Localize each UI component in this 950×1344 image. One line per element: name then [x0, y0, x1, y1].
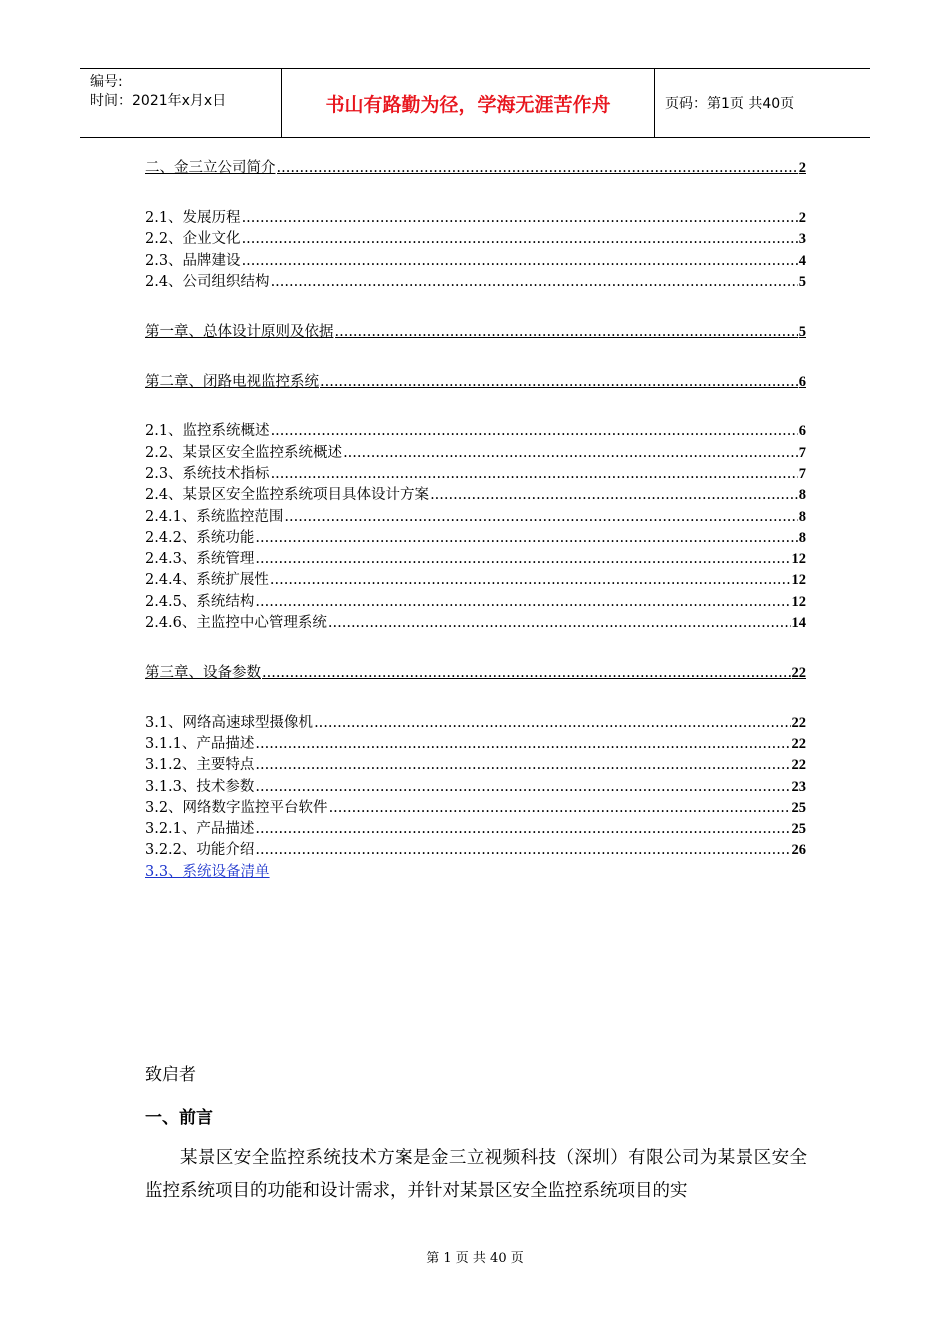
toc-leader-dots	[271, 464, 798, 485]
toc-entry-page: 22	[791, 714, 806, 731]
toc-leader-dots	[329, 798, 791, 819]
toc-entry[interactable]	[145, 158, 806, 179]
toc-entry-page: 22	[791, 664, 806, 681]
toc-entry-title: 2.4.2、系统功能	[145, 529, 255, 546]
toc-leader-dots	[343, 443, 798, 464]
toc-entry-page: 2	[798, 210, 806, 227]
toc-entry-title: 2.3、系统技术指标	[145, 465, 270, 482]
toc-leader-dots	[255, 777, 790, 798]
toc-entry[interactable]	[145, 734, 806, 755]
toc-entry[interactable]	[145, 712, 806, 733]
toc-entry[interactable]	[145, 250, 806, 271]
toc-entry-page: 14	[791, 615, 806, 632]
toc-entry[interactable]	[145, 570, 806, 591]
toc-entry-page: 12	[791, 593, 806, 610]
toc-entry-page: 7	[798, 465, 806, 482]
toc-entry-title: 3.1.2、主要特点	[145, 757, 255, 774]
header-motto: 书山有路勤为径，学海无涯苦作舟	[282, 69, 655, 137]
toc-entry[interactable]	[145, 442, 806, 463]
toc-leader-dots	[242, 229, 798, 250]
toc-entry-title: 2.3、品牌建设	[145, 252, 241, 269]
toc-entry[interactable]	[145, 663, 806, 684]
toc-entry[interactable]	[145, 272, 806, 293]
toc-entry[interactable]	[145, 591, 806, 612]
toc-entry-title: 2.4、公司组织结构	[145, 273, 270, 290]
toc-leader-dots	[255, 528, 797, 549]
section-heading: 一、前言	[145, 1108, 213, 1128]
toc-entry-title: 3.2、网络数字监控平台软件	[145, 799, 328, 816]
toc-entry-page: 22	[791, 735, 806, 752]
toc-leader-dots	[255, 840, 790, 861]
toc-leader-dots	[271, 272, 798, 293]
toc-entry-page: 2	[798, 160, 806, 177]
toc-leader-dots	[262, 663, 791, 684]
toc-entry-page: 25	[791, 799, 806, 816]
toc-entry-title: 2.4、某景区安全监控系统项目具体设计方案	[145, 487, 430, 504]
toc-entry-title: 3.1、网络高速球型摄像机	[145, 714, 314, 731]
toc-entry-page: 12	[791, 572, 806, 589]
toc-entry[interactable]	[145, 528, 806, 549]
toc-leader-dots	[242, 251, 798, 272]
toc-leader-dots	[255, 819, 790, 840]
toc-entry-title: 2.4.4、系统扩展性	[145, 572, 269, 589]
toc-leader-dots	[255, 755, 790, 776]
toc-entry[interactable]	[145, 776, 806, 797]
header-page-code: 页码：第1页 共40页	[665, 96, 795, 112]
toc-leader-dots	[430, 485, 798, 506]
toc-entry-title: 2.2、企业文化	[145, 231, 241, 248]
header-left-cell	[80, 69, 282, 137]
toc-entry-page: 23	[791, 778, 806, 795]
toc-entry-page: 5	[798, 323, 806, 340]
toc-leader-dots	[270, 570, 791, 591]
toc-entry-title: 2.4.6、主监控中心管理系统	[145, 615, 327, 632]
page-header	[80, 68, 870, 138]
toc-entry-page: 6	[798, 373, 806, 390]
toc-entry[interactable]	[145, 229, 806, 250]
toc-entry-page: 26	[791, 842, 806, 859]
toc-leader-dots	[255, 734, 790, 755]
toc-leader-dots	[271, 421, 798, 442]
toc-entry[interactable]	[145, 755, 806, 776]
toc-entry[interactable]	[145, 321, 806, 342]
toc-entry-page: 4	[798, 252, 806, 269]
toc-entry-title: 2.2、某景区安全监控系统概述	[145, 444, 343, 461]
toc-entry-title: 3.2.1、产品描述	[145, 821, 255, 838]
toc-leader-dots	[320, 372, 798, 393]
toc-entry-page: 22	[791, 757, 806, 774]
toc-entry-page: 5	[798, 273, 806, 290]
page-footer: 第 1 页 共 40 页	[426, 1251, 524, 1266]
toc-entry-title: 第一章、总体设计原则及依据	[145, 323, 334, 340]
toc-entry[interactable]	[145, 613, 806, 634]
toc-entry[interactable]	[145, 798, 806, 819]
salutation: 致启者	[145, 1065, 196, 1085]
toc-entry-page: 25	[791, 821, 806, 838]
toc-leader-dots	[277, 158, 798, 179]
document-number-label: 编号:	[90, 74, 123, 90]
toc-link-title: 3.3、系统设备清单	[145, 863, 270, 880]
toc-entry-title: 二、金三立公司简介	[145, 160, 276, 177]
toc-leader-dots	[242, 208, 798, 229]
toc-entry[interactable]	[145, 371, 806, 392]
toc-leader-dots	[314, 713, 790, 734]
toc-entry-title: 2.4.5、系统结构	[145, 593, 255, 610]
toc-leader-dots	[328, 613, 791, 634]
toc-entry-page: 8	[798, 508, 806, 525]
toc-entry[interactable]	[145, 549, 806, 570]
toc-entry-page: 7	[798, 444, 806, 461]
table-of-contents	[145, 158, 806, 883]
toc-entry-page: 3	[798, 231, 806, 248]
toc-entry[interactable]	[145, 819, 806, 840]
toc-entry-page: 8	[798, 529, 806, 546]
toc-entry-title: 2.1、监控系统概述	[145, 423, 270, 440]
toc-entry-title: 3.1.1、产品描述	[145, 735, 255, 752]
toc-entry-title: 第三章、设备参数	[145, 664, 261, 681]
toc-entry[interactable]	[145, 485, 806, 506]
toc-entry-title: 2.4.1、系统监控范围	[145, 508, 284, 525]
body-paragraph: 某景区安全监控系统技术方案是金三立视频科技（深圳）有限公司为某景区安全监控系统项目的功能和设计需求，并针对某景区安全监控系统项目的实	[145, 1148, 807, 1201]
toc-entry-title: 3.1.3、技术参数	[145, 778, 255, 795]
toc-entry-page: 12	[791, 551, 806, 568]
toc-entry-title: 2.1、发展历程	[145, 210, 241, 227]
toc-entry-page: 8	[798, 487, 806, 504]
toc-entry[interactable]	[145, 464, 806, 485]
toc-entry-title: 2.4.3、系统管理	[145, 551, 255, 568]
toc-entry[interactable]	[145, 506, 806, 527]
toc-leader-dots	[284, 507, 797, 528]
toc-leader-dots	[255, 592, 790, 613]
toc-link-equipment-list[interactable]	[145, 861, 806, 882]
toc-entry[interactable]	[145, 840, 806, 861]
toc-entry[interactable]	[145, 208, 806, 229]
toc-entry-title: 第二章、闭路电视监控系统	[145, 373, 319, 390]
toc-entry[interactable]	[145, 421, 806, 442]
toc-entry-page: 6	[798, 423, 806, 440]
document-date-label: 时间：2021年x月x日	[90, 93, 227, 109]
toc-leader-dots	[255, 549, 790, 570]
toc-leader-dots	[335, 322, 798, 343]
toc-entry-title: 3.2.2、功能介绍	[145, 842, 255, 859]
